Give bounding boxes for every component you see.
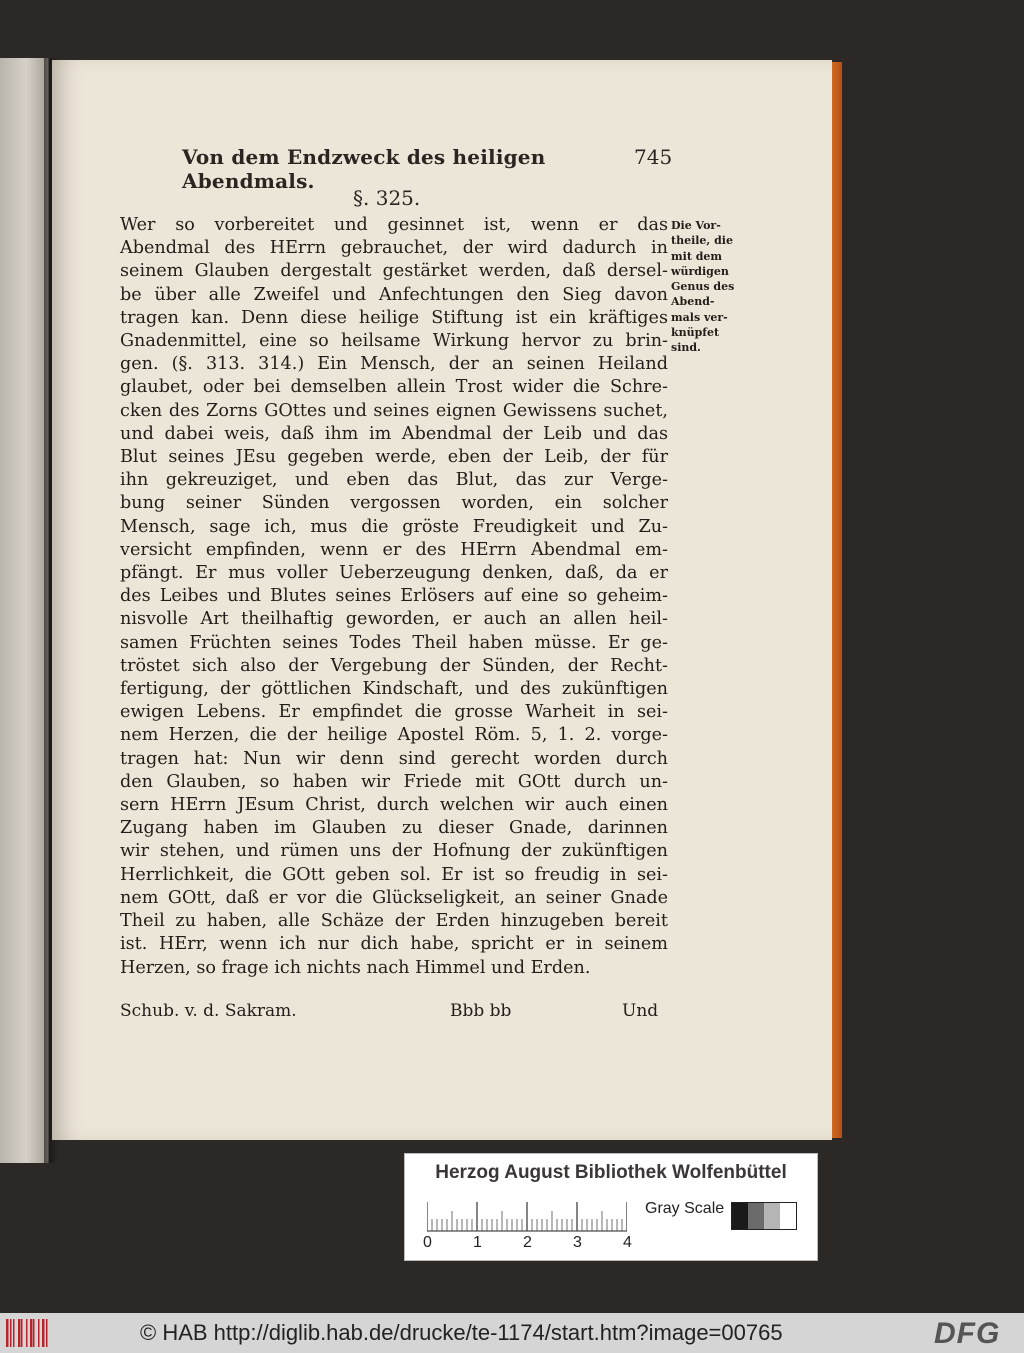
body-text [120, 214, 668, 980]
text-line: des Leibes und Blutes seines Erlösers auf eine so geheim- [120, 586, 668, 607]
barcode-stripe [6, 1319, 9, 1347]
color-calibration-card [404, 1153, 818, 1261]
text-line: sern HErrn JEsum Christ, durch welchen wir auch einen [120, 795, 668, 816]
text-line: Mensch, sage ich, mus die gröste Freudigkeit und Zu- [120, 516, 668, 537]
text-line: cken des Zorns GOttes und seines eignen Gewissens suchet, [120, 400, 668, 421]
margin-note-line: theile, die [671, 234, 733, 248]
left-page-edge [0, 58, 49, 1163]
margin-note-line: sind. [671, 341, 701, 355]
barcode-stripe [10, 1319, 12, 1347]
margin-note-line: mit dem [671, 249, 723, 263]
barcode-stripe [26, 1319, 28, 1347]
signature-title: Schub. v. d. Sakram. [120, 1001, 297, 1021]
gray-patch [732, 1203, 748, 1229]
text-line: Abendmal des HErrn gebrauchet, der wird dadurch in [120, 238, 668, 259]
text-line: Herzen, so frage ich nichts nach Himmel und Erden. [120, 957, 591, 978]
section-number: §. 325. [353, 186, 421, 210]
text-line: und dabei weis, daß ihm im Abendmal der Leib und das [120, 423, 668, 444]
margin-note-line: Die Vor- [671, 219, 721, 232]
text-line: ihn gekreuziget, und eben das Blut, das zur Verge- [120, 470, 668, 491]
text-line: versicht empfinden, wenn er des HErrn Abendmal em- [120, 539, 668, 560]
gray-scale-label: Gray Scale [645, 1200, 725, 1217]
text-line: wir stehen, und rümen uns der Hofnung der zukünftigen [120, 841, 668, 862]
barcode-stripe [18, 1319, 21, 1347]
signature-mark: Bbb bb [450, 1001, 512, 1021]
barcode-icon [6, 1319, 50, 1347]
barcode-stripe [33, 1319, 35, 1347]
margin-note-line: Genus des [671, 280, 735, 294]
catchword: Und [622, 1001, 659, 1021]
card-title: Herzog August Bibliothek Wolfenbüttel [435, 1162, 787, 1183]
ruler-label: 0 [423, 1234, 432, 1251]
footer-url[interactable]: © HAB http://diglib.hab.de/drucke/te-1174/start.htm?image=00765 [140, 1320, 783, 1345]
gray-scale-patches [731, 1202, 797, 1230]
barcode-stripe [21, 1319, 23, 1347]
page-number: 745 [634, 145, 673, 169]
ruler-labels [423, 1234, 653, 1254]
footer-bar [0, 1313, 1024, 1353]
text-line: tröstet sich also der Vergebung der Sünden, der Recht- [120, 655, 668, 676]
barcode-stripe [30, 1319, 33, 1347]
text-line: fertigung, der göttlichen Kindschaft, und des zukünftigen [120, 679, 668, 700]
text-line: samen Früchten seines Todes Theil haben müsse. Er ge- [120, 632, 668, 653]
text-line: seinem Glauben dergestalt gestärket werden, daß dersel- [120, 261, 668, 282]
ruler-label: 1 [473, 1234, 482, 1251]
text-line: tragen hat: Nun wir denn sind gerecht worden durch [120, 748, 668, 769]
gray-patch [748, 1203, 764, 1229]
barcode-stripe [46, 1319, 48, 1347]
text-line: Theil zu haben, alle Schäze der Erden hinzugeben bereit [120, 911, 668, 932]
barcode-stripe [13, 1319, 15, 1347]
text-line: ewigen Lebens. Er empfindet die grosse Warheit in sei- [120, 702, 668, 723]
page-edge [832, 62, 842, 1138]
text-line: Wer so vorbereitet und gesinnet ist, wenn er das [120, 215, 668, 235]
text-line: ist. HErr, wenn ich nur dich habe, spricht er in seinem [120, 934, 668, 955]
text-line: Zugang haben im Glauben zu dieser Gnade, darinnen [120, 818, 668, 839]
gray-patch [780, 1203, 796, 1229]
margin-note [671, 218, 741, 356]
margin-note-line: würdigen [671, 264, 729, 278]
text-line: bung seiner Sünden vergossen worden, ein solcher [120, 493, 668, 514]
gray-patch [764, 1203, 780, 1229]
text-line: Herrlichkeit, die GOtt geben sol. Er ist so freudig in sei- [120, 864, 668, 885]
text-line: pfängt. Er mus voller Ueberzeugung denken, daß, da er [120, 563, 668, 584]
ruler-label: 2 [523, 1234, 532, 1251]
barcode-stripe [38, 1319, 40, 1347]
margin-note-line: mals ver- [671, 310, 728, 324]
text-line: nisvolle Art theilhaftig geworden, er auch an allen heil- [120, 609, 668, 630]
text-line: be über alle Zweifel und Anfechtungen den Sieg davon [120, 284, 668, 305]
running-head: Von dem Endzweck des heiligen Abendmals. [182, 145, 546, 193]
ruler-scale [427, 1202, 627, 1232]
text-line: glaubet, oder bei demselben allein Trost wider die Schre- [120, 377, 668, 398]
text-line: tragen kan. Denn diese heilige Stiftung ist ein kräftiges [120, 307, 668, 328]
text-line: nem Herzen, die der heilige Apostel Röm. 5, 1. 2. vorge- [120, 725, 668, 746]
text-line: nem GOtt, daß er vor die Glückseligkeit, an seiner Gnade [120, 887, 668, 908]
barcode-stripe [42, 1319, 45, 1347]
dfg-logo: DFG [934, 1317, 1001, 1350]
text-line: gen. (§. 313. 314.) Ein Mensch, der an seinen Heiland [120, 354, 668, 375]
text-line: Gnadenmittel, eine so heilsame Wirkung hervor zu brin- [120, 331, 668, 352]
margin-note-line: Abend- [671, 295, 715, 309]
text-line: Blut seines JEsu gegeben werde, eben der Leib, der für [120, 447, 668, 468]
ruler-label: 4 [623, 1234, 632, 1251]
ruler-label: 3 [573, 1234, 582, 1251]
margin-note-line: knüpfet [671, 326, 720, 340]
text-line: den Glauben, so haben wir Friede mit GOtt durch un- [120, 771, 668, 792]
